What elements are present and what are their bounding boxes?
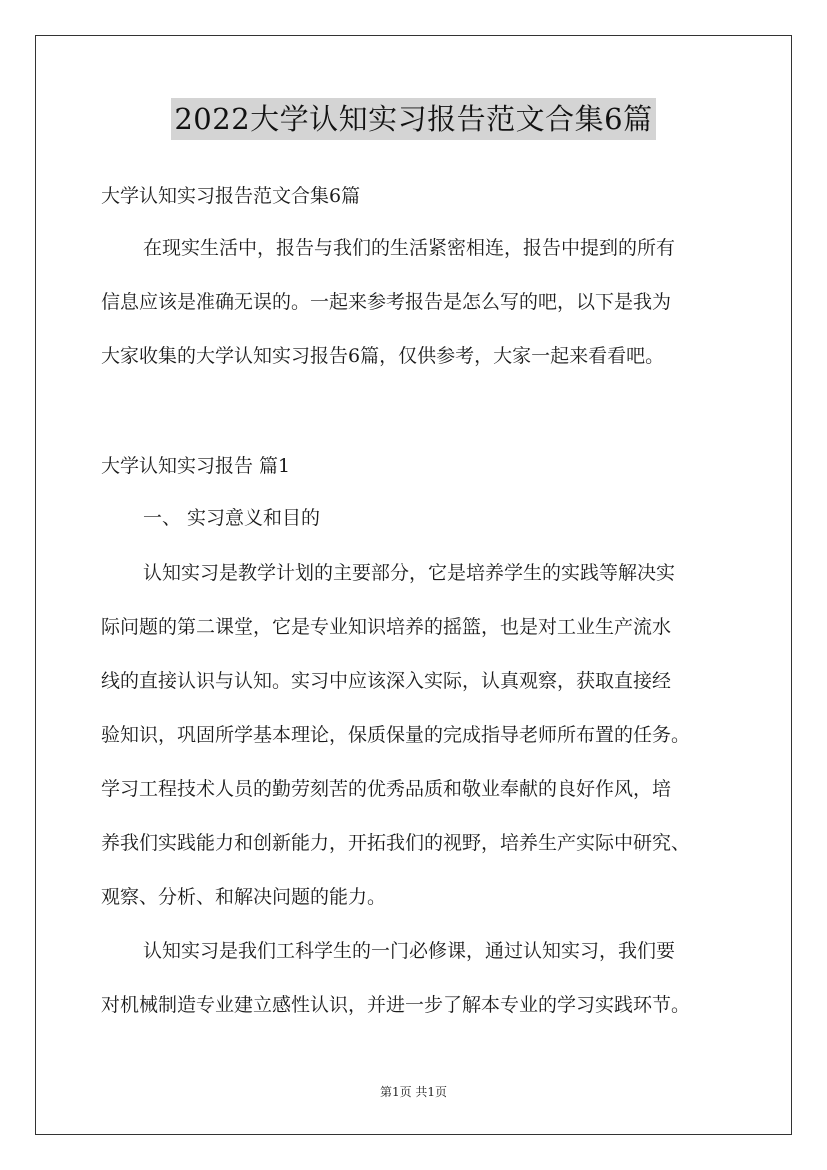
paragraph-1-line-4: 验知识，巩固所学基本理论，保质保量的完成指导老师所布置的任务。 [101, 724, 691, 746]
paragraph-1-line-7: 观察、分析、和解决问题的能力。 [101, 886, 387, 908]
paragraph-1-line-3: 线的直接认识与认知。实习中应该深入实际，认真观察，获取直接经 [101, 670, 672, 692]
paragraph-2-line-1: 认知实习是我们工科学生的一门必修课，通过认知实习，我们要 [143, 940, 676, 962]
document-subtitle: 大学认知实习报告范文合集6篇 [101, 185, 361, 207]
subsection-heading: 一、 实习意义和目的 [143, 507, 321, 529]
title-container [0, 98, 827, 140]
intro-line-1: 在现实生活中，报告与我们的生活紧密相连，报告中提到的所有 [143, 237, 676, 259]
page-number-footer: 第1页 共1页 [379, 1085, 448, 1099]
document-title: 2022大学认知实习报告范文合集6篇 [171, 98, 655, 140]
paragraph-1-line-5: 学习工程技术人员的勤劳刻苦的优秀品质和敬业奉献的良好作风，培 [101, 778, 672, 800]
section-heading: 大学认知实习报告 篇1 [101, 455, 291, 477]
intro-line-2: 信息应该是准确无误的。一起来参考报告是怎么写的吧，以下是我为 [101, 291, 672, 313]
paragraph-1-line-6: 养我们实践能力和创新能力，开拓我们的视野，培养生产实际中研究、 [101, 832, 691, 854]
paragraph-1-line-1: 认知实习是教学计划的主要部分，它是培养学生的实践等解决实 [143, 562, 676, 584]
paragraph-1-line-2: 际问题的第二课堂，它是专业知识培养的摇篮，也是对工业生产流水 [101, 616, 672, 638]
paragraph-2-line-2: 对机械制造专业建立感性认识，并进一步了解本专业的学习实践环节。 [101, 994, 691, 1016]
intro-line-3: 大家收集的大学认知实习报告6篇，仅供参考，大家一起来看看吧。 [101, 345, 665, 367]
